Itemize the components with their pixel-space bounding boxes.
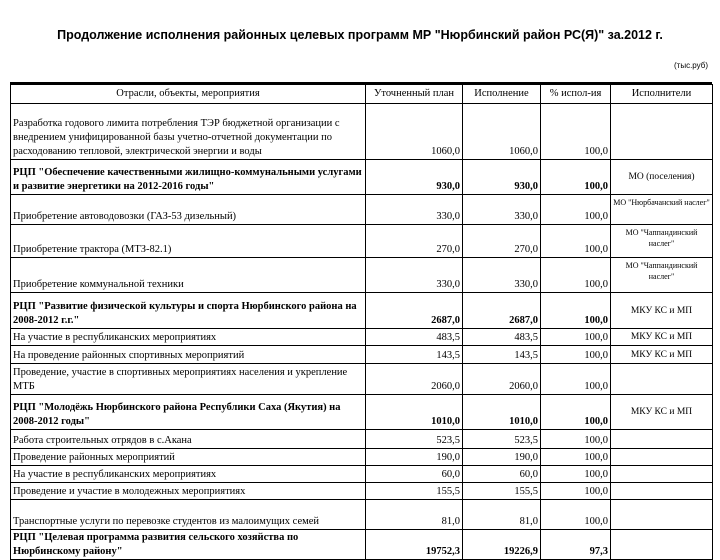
row-plan: 483,5: [366, 329, 463, 346]
row-pct: 100,0: [541, 430, 611, 449]
row-plan: 330,0: [366, 195, 463, 225]
table-row: [11, 346, 713, 364]
row-plan: 155,5: [366, 483, 463, 500]
row-pct: 100,0: [541, 395, 611, 430]
row-pct: 100,0: [541, 364, 611, 395]
row-pct: 100,0: [541, 346, 611, 364]
row-plan: 81,0: [366, 500, 463, 530]
row-name: На участие в республиканских мероприятиях: [11, 466, 366, 483]
header-row: [11, 85, 713, 104]
row-executor: [611, 449, 713, 466]
row-pct: 97,3: [541, 530, 611, 560]
row-plan: 270,0: [366, 225, 463, 258]
row-fact: 19226,9: [463, 530, 541, 560]
table-row: [11, 395, 713, 430]
row-plan: 60,0: [366, 466, 463, 483]
row-fact: 483,5: [463, 329, 541, 346]
row-executor: МКУ КС и МП: [611, 395, 713, 430]
row-pct: 100,0: [541, 195, 611, 225]
row-name: Приобретение коммунальной техники: [11, 258, 366, 293]
row-plan: 19752,3: [366, 530, 463, 560]
table-row: [11, 500, 713, 530]
row-name: Разработка годового лимита потребления ТЭР бюджетной организации с внедрением унифицированной базы учетно-отчетной документации по расходованию тепловой, электрической энергии и воды: [11, 104, 366, 160]
units-label: (тыс.руб): [674, 61, 708, 70]
row-pct: 100,0: [541, 104, 611, 160]
row-pct: 100,0: [541, 329, 611, 346]
row-plan: 143,5: [366, 346, 463, 364]
row-plan: 330,0: [366, 258, 463, 293]
row-fact: 930,0: [463, 160, 541, 195]
row-pct: 100,0: [541, 160, 611, 195]
row-executor: [611, 430, 713, 449]
row-fact: 330,0: [463, 258, 541, 293]
row-name: Приобретение трактора (МТЗ-82.1): [11, 225, 366, 258]
table-row: [11, 258, 713, 293]
programs-table: [10, 84, 713, 560]
row-executor: МКУ КС и МП: [611, 346, 713, 364]
row-fact: 2687,0: [463, 293, 541, 329]
row-pct: 100,0: [541, 466, 611, 483]
header-name: Отрасли, объекты, мероприятия: [11, 85, 366, 104]
row-name: На проведение районных спортивных мероприятий: [11, 346, 366, 364]
row-fact: 523,5: [463, 430, 541, 449]
row-executor: МКУ КС и МП: [611, 293, 713, 329]
row-fact: 81,0: [463, 500, 541, 530]
row-fact: 270,0: [463, 225, 541, 258]
table-row: [11, 466, 713, 483]
table-row: [11, 293, 713, 329]
row-name: Приобретение автоводовозки (ГАЗ-53 дизельный): [11, 195, 366, 225]
row-fact: 155,5: [463, 483, 541, 500]
table-row: [11, 364, 713, 395]
row-plan: 2060,0: [366, 364, 463, 395]
table-row: [11, 160, 713, 195]
row-name: На участие в республиканских мероприятиях: [11, 329, 366, 346]
row-plan: 930,0: [366, 160, 463, 195]
row-pct: 100,0: [541, 449, 611, 466]
row-executor: МО "Чаппандинский наслег": [611, 225, 713, 258]
header-fact: Исполнение: [463, 85, 541, 104]
table-row: [11, 104, 713, 160]
row-fact: 330,0: [463, 195, 541, 225]
header-pct: % испол-ия: [541, 85, 611, 104]
row-executor: [611, 530, 713, 560]
row-executor: [611, 500, 713, 530]
row-fact: 1060,0: [463, 104, 541, 160]
row-fact: 190,0: [463, 449, 541, 466]
row-name: РЦП "Целевая программа развития сельского хозяйства по Нюрбинскому району": [11, 530, 366, 560]
row-name: Транспортные услуги по перевозке студентов из малоимущих семей: [11, 500, 366, 530]
row-fact: 2060,0: [463, 364, 541, 395]
table-row: [11, 329, 713, 346]
row-pct: 100,0: [541, 225, 611, 258]
row-executor: МО "Нюрбачанский наслег": [611, 195, 713, 225]
row-name: Проведение, участие в спортивных мероприятиях населения и укрепление МТБ: [11, 364, 366, 395]
row-name: РЦП "Обеспечение качественными жилищно-коммунальными услугами и развитие энергетики на 2012-2016 годы": [11, 160, 366, 195]
row-executor: МО "Чаппандинский наслег": [611, 258, 713, 293]
row-executor: [611, 466, 713, 483]
row-executor: МКУ КС и МП: [611, 329, 713, 346]
table-row: [11, 225, 713, 258]
document-title: Продолжение исполнения районных целевых программ МР "Нюрбинский район РС(Я)" за.2012 г.: [57, 28, 663, 42]
row-name: Работа строительных отрядов в с.Акана: [11, 430, 366, 449]
row-plan: 1060,0: [366, 104, 463, 160]
table-row: [11, 195, 713, 225]
table-row: [11, 430, 713, 449]
row-plan: 523,5: [366, 430, 463, 449]
row-name: РЦП "Молодёжь Нюрбинского района Республики Саха (Якутия) на 2008-2012 годы": [11, 395, 366, 430]
row-plan: 190,0: [366, 449, 463, 466]
row-pct: 100,0: [541, 293, 611, 329]
row-name: Проведение и участие в молодежных мероприятиях: [11, 483, 366, 500]
row-fact: 60,0: [463, 466, 541, 483]
table-row: [11, 530, 713, 560]
header-plan: Уточненный план: [366, 85, 463, 104]
row-executor: [611, 104, 713, 160]
row-plan: 1010,0: [366, 395, 463, 430]
table-row: [11, 449, 713, 466]
row-executor: [611, 364, 713, 395]
header-executor: Исполнители: [611, 85, 713, 104]
row-pct: 100,0: [541, 483, 611, 500]
row-executor: МО (поселения): [611, 160, 713, 195]
row-name: РЦП "Развитие физической культуры и спорта Нюрбинского района на 2008-2012 г.г.": [11, 293, 366, 329]
row-pct: 100,0: [541, 500, 611, 530]
row-plan: 2687,0: [366, 293, 463, 329]
row-pct: 100,0: [541, 258, 611, 293]
row-fact: 1010,0: [463, 395, 541, 430]
row-executor: [611, 483, 713, 500]
row-fact: 143,5: [463, 346, 541, 364]
table-row: [11, 483, 713, 500]
row-name: Проведение районных мероприятий: [11, 449, 366, 466]
